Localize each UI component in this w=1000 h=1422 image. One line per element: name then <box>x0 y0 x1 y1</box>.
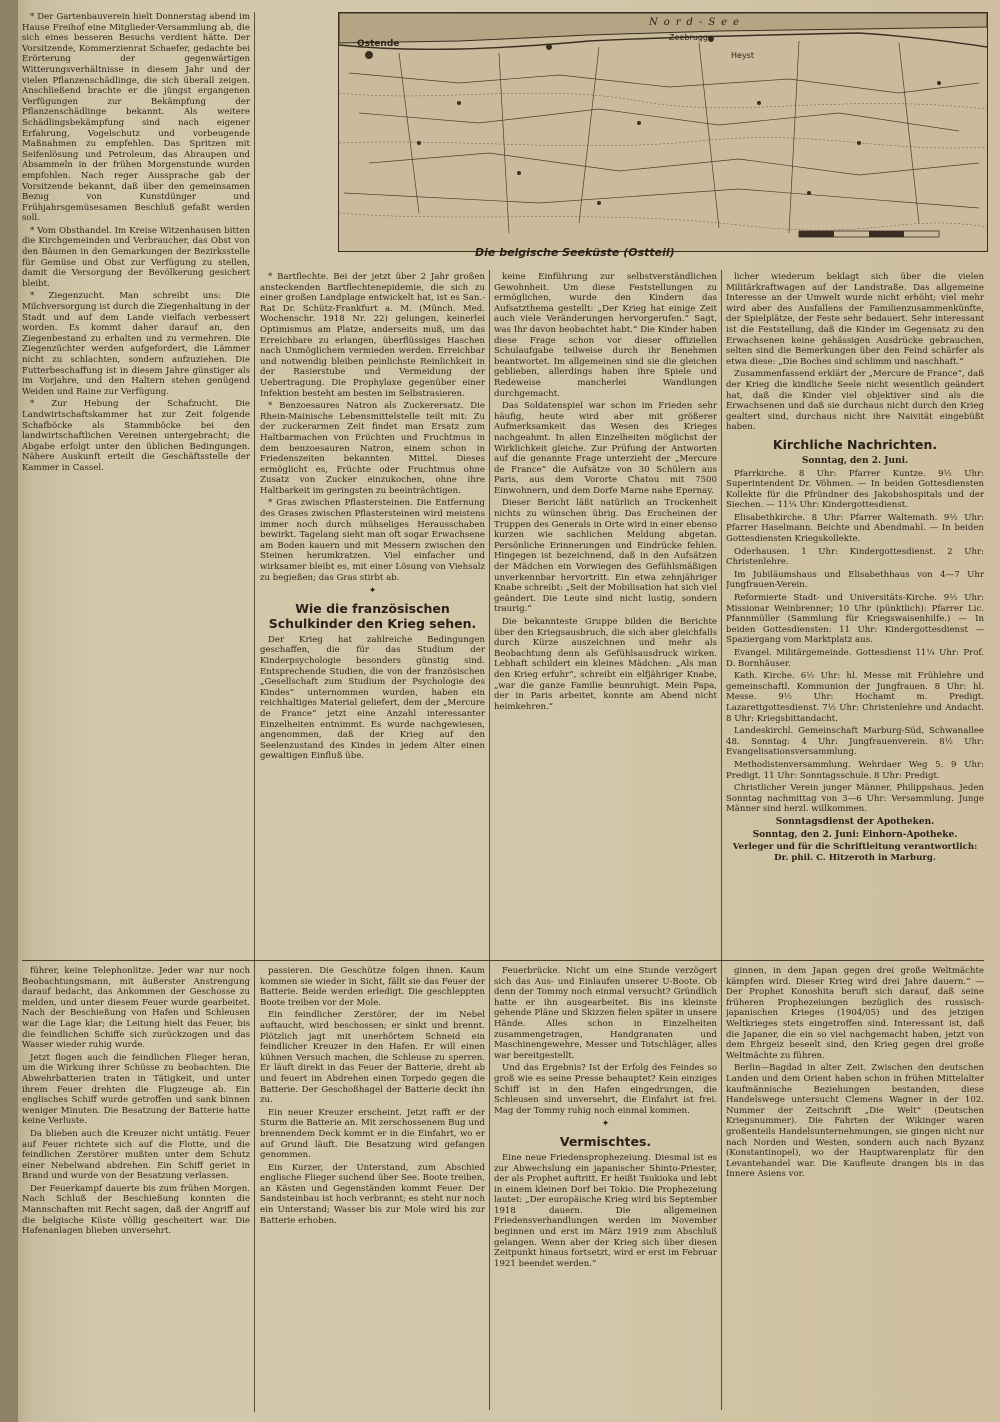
church-item: Oderhausen. 1 Uhr: Kindergottesdienst. 2 Uhr: Christenlehre. <box>726 546 984 568</box>
church-item: Reformierte Stadt- und Universitäts-Kirche. 9½ Uhr: Missionar Weinbrenner; 10 Uhr (pünktlich): Pfarrer Lic. Pfannmüller (Sammlung für Kriegswaisenhilfe.) — In beiden Gottesdiensten: 11 Uhr: Kindergottesdienst — Spaziergang vom Marktplatz aus. <box>726 593 984 646</box>
article-gartenbauverein: * Der Gartenbauverein hielt Donnerstag abend im Hause Freihof eine Mitglieder-Versammlung ab, die sich eines besseren Besuchs verdient hätte. Der Vorsitzende, Kommerzienrat Schaefer, gedachte bei Erörterung der gegenwärtigen Witterungsverhältnisse in diesem Jahr und der vielen Pflanzenschädlinge, die sich überall zeigen. Anschließend brachte er die jüngst ergangenen Verfügungen zur Bekämpfung der Pflanzenschädlinge bekannt. Als weitere Schädlingsbekämpfung sind nach eigener Erfahrung, Vogelschutz und vorbeugende Maßnahmen zu empfehlen. Das Spritzen mit Seifenlösung und Petroleum, das Abraupen und Absammeln in der frühen Morgenstunde wurden empfohlen. Nach reger Aussprache gab der Vorsitzende bekannt, daß über den gemeinsamen Bezug von Kunstdünger und Frühjahrsgemüsesamen Beschluß gefaßt werden soll. <box>22 12 250 224</box>
article-kuestenkampf-8: Ein Kurzer, der Unterstand, zum Abschied englische Flieger suchend über See. Boote treiben, an Kästen und Gegenständen kommt Feuer. Der Sandsteinbau ist hoch verbrannt; es steht nur noch ein Unterstand; Wasser bis zur Mole wird bis zur Batterie erhoben. <box>260 1162 485 1226</box>
church-item: Christlicher Verein junger Männer, Philippshaus. Jeden Sonntag nachmittag von 3—6 Uhr: Versammlung. Junge Männer sind herzl. willkommen. <box>726 783 984 815</box>
map-label-heyst: Heyst <box>731 51 754 60</box>
separator: ✦ <box>601 1119 610 1130</box>
article-benzoesaures-natron: * Benzoesaures Natron als Zuckerersatz. Die Rhein-Mainische Lebensmittelstelle teilt mit: Zu der zuckerarmen Zeit findet man Ersatz zum Haltbarmachen von Früchten und Fruchtmus in dem benzoesauren Natron, einem schon in Friedenszeiten bekannten Mittel. Dieses ermöglicht es, Früchte oder Fruchtmus ohne Zusatz von Zucker einzukochen, ohne ihre Haltbarkeit im geringsten zu beeinträchtigen. <box>260 401 485 496</box>
article-kuestenkampf-9: Feuerbrücke. Nicht um eine Stunde verzögert sich das Aus- und Einlaufen unserer U-Boote. Ob denn der Tommy noch einmal versucht? Gründlich hatte er ihn ausgearbeitet. Bis ins kleinste gehende Pläne und Skizzen fielen später in unsere Hände. Alles schon in Einzelheiten zusammengetragen, Handgranaten und Maschinengewehre, Messer und Totschläger, alles war bereitgestellt. <box>494 966 717 1061</box>
miscellany-heading: Vermischtes. <box>559 1133 652 1149</box>
article-kuestenkampf-10: Und das Ergebnis? Ist der Erfolg des Feindes so groß wie es seine Presse behauptet? Kein einziges Schiff ist in den Hafen eingedrungen, die Schleusen sind unversehrt, die Einfahrt ist frei. Mag der Tommy ruhig noch einmal kommen. <box>494 1063 717 1116</box>
article-kuestenkampf-3: Da blieben auch die Kreuzer nicht untätig. Feuer auf Feuer richtete sich auf die Flotte, und die feindlichen Zerstörer mußten unter dem Schutz einer Nebelwand abdrehen. Ein Schiff geriet in Brand und wurde von der Besatzung verlassen. <box>22 1128 250 1182</box>
column-4-top <box>726 272 984 956</box>
article-kuestenkampf-5: passieren. Die Geschütze folgen ihnen. Kaum kommen sie wieder in Sicht, fällt sie das Feuer der Batterie. Beide werden erledigt. Die geschleppten Boote treiben vor der Mole. <box>260 966 485 1008</box>
church-item: Im Jubiläumshaus und Elisabethhaus von 4—7 Uhr Jungfrauen-Verein. <box>726 569 984 591</box>
article-schulkinder-cont-1: keine Einführung zur selbstverständlichen Gewohnheit. Um diese Feststellungen zu ermöglichen, wurde den Kindern das Aufsatzthema gestellt: „Der Krieg hat einige Zeit auch viele Veränderungen hervorgerufen.“ Sagt, was Ihr davon beobachtet habt.“ Die Kinder haben diese Frage schon vor dieser offiziellen Schulaufgabe teilweise durch ihr Benehmen beantwortet. Im allgemeinen sind sie die gleichen geblieben, allerdings haben ihre Spiele und Redeweise mancherlei Wandlungen durchgemacht. <box>494 272 717 399</box>
map-label-zeebrugge: Zeebrugge <box>669 33 713 42</box>
coast-map-drawing <box>339 13 987 251</box>
article-kuestenkampf-6: Ein feindlicher Zerstörer, der im Nebel auftaucht, wird beschossen; er sinkt und brennt. Plötzlich jagt mit unerhörtem Schneid ein feindlicher Kreuzer in den Hafen. Er will einen kühnen Versuch machen, die Schleuse zu sperren. Er läuft direkt in das Feuer der Batterie, dreht ab und feuert im Abdrehen einen Torpedo gegen die Batterie. Der Geschoßhagel der Batterie deckt ihn zu. <box>260 1010 485 1106</box>
article-kuestenkampf-2: Jetzt flogen auch die feindlichen Flieger heran, um die Wirkung ihrer Schüsse zu beobachten. Die Abwehrbatterien traten in Tätigkeit, und unter ihrem Feuer drehten die Flugzeuge ab. Ein englisches Schiff wurde getroffen und sank binnen weniger Minuten. Die Besatzung der Batterie hatte keine Verluste. <box>22 1052 250 1127</box>
church-item: Pfarrkirche. 8 Uhr: Pfarrer Kuntze. 9½ Uhr: Superintendent Dr. Vöhmen. — In beiden Gottesdiensten Kollekte für die Pfründner des Jakobshospitals und der Siechen. — 11¼ Uhr: Kindergottesdienst. <box>726 468 984 511</box>
church-item: Evangel. Militärgemeinde. Gottesdienst 11¼ Uhr: Prof. D. Bornhäuser. <box>726 648 984 669</box>
church-item: Methodistenversammlung. Wehrdaer Weg 5. 9 Uhr: Predigt. 11 Uhr: Sonntagsschule. 8 Uhr: Predigt. <box>726 759 984 781</box>
column-2-top <box>260 272 485 956</box>
article-kuestenkampf-7: Ein neuer Kreuzer erscheint. Jetzt rafft er der Sturm die Batterie an. Mit zerschossenem Bug und brennendem Deck kommt er in die Einfahrt, wo er auf Grund läuft. Die Besatzung wird gefangen genommen. <box>260 1107 485 1161</box>
column-1-top <box>22 12 250 956</box>
separator: ✦ <box>368 586 377 597</box>
article-berlin-bagdad: Berlin—Bagdad in alter Zeit. Zwischen den deutschen Landen und dem Orient haben schon in frühen Mittelalter kaufmännische Beziehungen bestanden, diese Handelswege untersucht Clemens Wagner in der 102. Nummer der Zeitschrift „Die Welt“ (Deutschen Kriegsnummer). Die Fahrten der Wikinger waren großenteils Handelsunternehmungen, sie gingen nicht nur nach Norden und Westen, sondern auch nach Byzanz (Konstantinopel), wo der Hauptwarenplatz für den Levantehandel war. Die Kaufleute drangen bis in das Innere Asiens vor. <box>726 1063 984 1180</box>
church-item: Landeskirchl. Gemeinschaft Marburg-Süd, Schwanallee 48. Sonntag: 4 Uhr: Jungfrauenverein. 8½ Uhr: Evangelisationsversammlung. <box>726 726 984 758</box>
article-friedensprophezeiung: Eine neue Friedensprophezeiung. Diesmal ist es zur Abwechslung ein japanischer Shinto-Priester, der als Prophet auftritt. Er heißt Tsukioka und lebt in einem kleinen Dorf bei Tokio. Die Prophezeiung lautet: „Der europäische Krieg wird bis September 1918 dauern. Die allgemeinen Friedensverhandlungen werden im November beginnen und erst im März 1919 zum Abschluß gelangen. Wenn aber der Krieg sich über diesen Zeitpunkt hinaus fortsetzt, wird er erst im Februar 1921 beendet werden.“ <box>494 1152 717 1269</box>
imprint: Verleger und für die Schriftleitung verantwortlich: Dr. phil. C. Hitzeroth in Marburg. <box>732 842 978 863</box>
church-news-date: Sonntag, den 2. Juni. <box>801 455 909 466</box>
article-schulkinder-end-2: Zusammenfassend erklärt der „Mercure de France“, daß der Krieg die kindliche Seele nicht wesentlich geändert hat, daß die Kinder viel objektiver sind als die Erwachsenen und daß sie durchaus nicht durch den Krieg gealtert sind, durchaus nicht ihre Naivität eingebüßt haben. <box>726 369 984 433</box>
church-news-heading: Kirchliche Nachrichten. <box>772 436 938 452</box>
article-ziegenzucht: * Ziegenzucht. Man schreibt uns: Die Milchversorgung ist durch die Ziegenhaltung in der Stadt und auf dem Lande vielfach verbessert worden. Es kommt daher darauf an, den Ziegenbestand zu erhalten und zu vermehren. Die Ziegenzüchter werden aufgefordert, die Lämmer nicht zu schlachten, sondern aufzuziehen. Die Futterbeschaffung ist in diesem Jahre günstiger als im Vorjahre, und den Haltern stehen genügend Weiden und Raine zur Verfügung. <box>22 291 250 397</box>
church-item: Elisabethkirche. 8 Uhr: Pfarrer Waltemath. 9½ Uhr: Pfarrer Haselmann. Beichte und Abendmahl. — In beiden Gottesdiensten Kriegskollekte. <box>726 512 984 545</box>
pharmacy-heading: Sonntagsdienst der Apotheken. <box>775 816 935 827</box>
column-rule <box>721 270 722 1410</box>
coast-map <box>338 12 988 252</box>
article-schulkinder-end-1: licher wiederum beklagt sich über die vielen Militärkraftwagen auf der Landstraße. Das allgemeine Interesse an der Umwelt wurde nicht erhöht; viel mehr wird aber des Ausfallens der Familienzusammenkünfte, der Spielplätze, der Feste sehr bedauert. Sehr interessant ist die Feststellung, daß die Kinder im Gegensatz zu den Erwachsenen keine gehässigen Ausdrücke gebrauchen, selten sind die Bemerkungen über den Feind schärfer als etwa diese: „Die Boches sind schlimm und naschhaft.“ <box>726 272 984 367</box>
map-label-sea: Nord-See <box>649 17 746 28</box>
article-friedensprophezeiung-cont: ginnen, in dem Japan gegen drei große Weltmächte kämpfen wird. Dieser Krieg wird drei Jahre dauern.“ — Der Prophet Konoshita beruft sich darauf, daß seine früheren Prophezeiungen bezüglich des russisch-japanischen Krieges (1904/05) und des jetzigen Weltkrieges stets eingetroffen sind. Interessant ist, daß die Japaner, die ein so viel nachgemacht haben, jetzt von dem Ehrgeiz beseelt sind, den Krieg gegen drei große Weltmächte zu führen. <box>726 966 984 1061</box>
article-bartflechte: * Bartflechte. Bei der jetzt über 2 Jahr großen ansteckenden Bartflechtenepidemie, die sich zu einer großen Landplage entwickelt hat, ist es San.-Rat Dr. Schütz-Frankfurt a. M. (Münch. Med. Wochenschr. 1918 Nr. 22) gelungen, keinerlei Optimismus am Platze, anderseits muß, um das Erreichbare zu erlangen, überflüssiges Haschen nach Unmöglichem vermieden werden. Erreichbar und notwendig bleiben peinlichste Reinlichkeit in der Rasierstube und Vermeidung der Uebertragung. Die Prophylaxe gegenüber einer Infektion besteht am besten im Selbstrasieren. <box>260 272 485 399</box>
column-rule <box>254 12 255 1412</box>
article-kuestenkampf-1: führer, keine Telephonlitze. Jeder war nur noch Beobachtungsmann, mit äußerster Anstrengung darauf bedacht, das Ankommen der Geschosse zu melden, und unter diesem Feuer wurde gearbeitet. Nach der Beschießung von Hafen und Schleusen war die Lage klar; die Leitung hielt das Feuer, bis die feindlichen Schiffe sich zurückzogen und das Wasser wieder ruhig wurde. <box>22 966 250 1051</box>
page-fold-edge <box>0 0 18 1422</box>
article-gras-pflaster: * Gras zwischen Pflastersteinen. Die Entfernung des Grases zwischen Pflastersteinen wird meistens immer noch durch mühseliges Herausschaben bewirkt. Tagelang sieht man oft sogar Erwachsene am Boden kauern und mit Messern zwischen den Steinen herumkratzen. Viel einfacher und wirksamer bleibt es, mit einer Lösung von Viehsalz zu begießen; das Gras stirbt ab. <box>260 498 485 583</box>
column-2-bottom <box>260 966 485 1412</box>
pharmacy-info: Sonntag, den 2. Juni: Einhorn-Apotheke. <box>752 829 958 840</box>
article-schulkinder-cont-3: Dieser Bericht läßt natürlich an Trockenheit nichts zu wünschen übrig. Das Erscheinen der Truppen des Generals in Orte wird in einer ebenso kurzen wie sachlichen Meldung abgetan. Persönliche Erinnerungen und Eindrücke fehlen. Hingegen ist bezeichnend, daß in den Aufsätzen der Mädchen ein Vorwiegen des Gefühlsmäßigen unverkennbar hervortritt. Ein etwa zehnjähriger Knabe schreibt: „Seit der Mobilisation hat sich viel geändert. Die Leute sind nicht lustig, sondern traurig.“ <box>494 498 717 615</box>
column-rule <box>489 270 490 1410</box>
article-schulkinder: Der Krieg hat zahlreiche Bedingungen geschaffen, die für das Studium der Kinderpsychologie besonders günstig sind. Entsprechende Studien, die von der französischen „Gesellschaft zum Studium der Psychologie des Kindes“ unternommen wurden, haben ein reichhaltiges Material geliefert, dem der „Mercure de France“ jetzt eine Anzahl interessanter Einzelheiten entnimmt. Es wurde nachgewiesen, angenommen, daß der Krieg auf den Seelenzustand des Kindes in jedem Alter einen gewaltigen Einfluß übe. <box>260 634 485 762</box>
column-4-bottom <box>726 966 984 1412</box>
article-obsthandel: * Vom Obsthandel. Im Kreise Witzenhausen bitten die Kirchgemeinden und Verbraucher, das Obst von den Bäumen in den Gemarkungen der Bezirksstelle für Gemüse und Obst zur Verfügung zu stellen, damit die Versorgung der Bevölkerung gesichert bleibt. <box>22 225 250 289</box>
article-schulkinder-cont-4: Die bekannteste Gruppe bilden die Berichte über den Kriegsausbruch, die sich aber gleichfalls durch Kürze auszeichnen und mehr als Beobachtung denn als Gefühlsausdruck wirken. Lebhaft schildert ein kleines Mädchen: „Als man den Krieg erfuhr“, schreibt ein elfjähriger Knabe, „war die ganze Familie beunruhigt. Mein Papa, der in Paris arbeitet, konnte am Abend nicht heimkehren.“ <box>494 617 717 712</box>
article-schafzucht: * Zur Hebung der Schafzucht. Die Landwirtschaftskammer hat zur Zeit folgende Schafböcke als Stammböcke bei den landwirtschaftlichen Vereinen untergebracht; die Abgabe erfolgt unter den üblichen Bedingungen. Nähere Auskunft erteilt die Geschäftsstelle der Kammer in Cassel. <box>22 399 250 473</box>
column-1-bottom <box>22 966 250 1412</box>
article-kuestenkampf-4: Der Feuerkampf dauerte bis zum frühen Morgen. Nach Schluß der Beschießung konnten die Mannschaften mit Recht sagen, daß der Angriff auf die belgische Küste völlig gescheitert war. Die Hafenanlagen blieben unversehrt. <box>22 1183 250 1237</box>
column-3-bottom <box>494 966 717 1412</box>
column-3-top <box>494 272 717 956</box>
church-item: Kath. Kirche. 6½ Uhr: hl. Messe mit Frühlehre und gemeinschaftl. Kommunion der Jungfrauen. 8 Uhr: hl. Messe. 9½ Uhr: Hochamt m. Predigt. Lazarettgottesdienst. 7½ Uhr: Christenlehre und Andacht. 8 Uhr: Kriegsbittandacht. <box>726 671 984 724</box>
map-caption: Die belgische Seeküste (Ostteil) <box>475 246 675 259</box>
article-heading-schulkinder: Wie die französischen Schulkinder den Krieg sehen. <box>268 600 477 631</box>
article-schulkinder-cont-2: Das Soldatenspiel war schon im Frieden sehr häufig, heute wird aber mit größerer Aufmerksamkeit das Wesen des Krieges nachgeahmt. In allen Einzelheiten möglichst der Wirklichkeit gleiche. Zur Prüfung der Antworten auf die genannte Frage unterzieht der „Mercure de France“ die Aufsätze von 30 Schülern aus Paris, aus dem Vororte Chatou mit 7500 Einwohnern, und dem Dorfe Marne nahe Epernay. <box>494 401 717 496</box>
section-rule <box>22 960 984 961</box>
map-label-ostende: Ostende <box>357 39 400 49</box>
